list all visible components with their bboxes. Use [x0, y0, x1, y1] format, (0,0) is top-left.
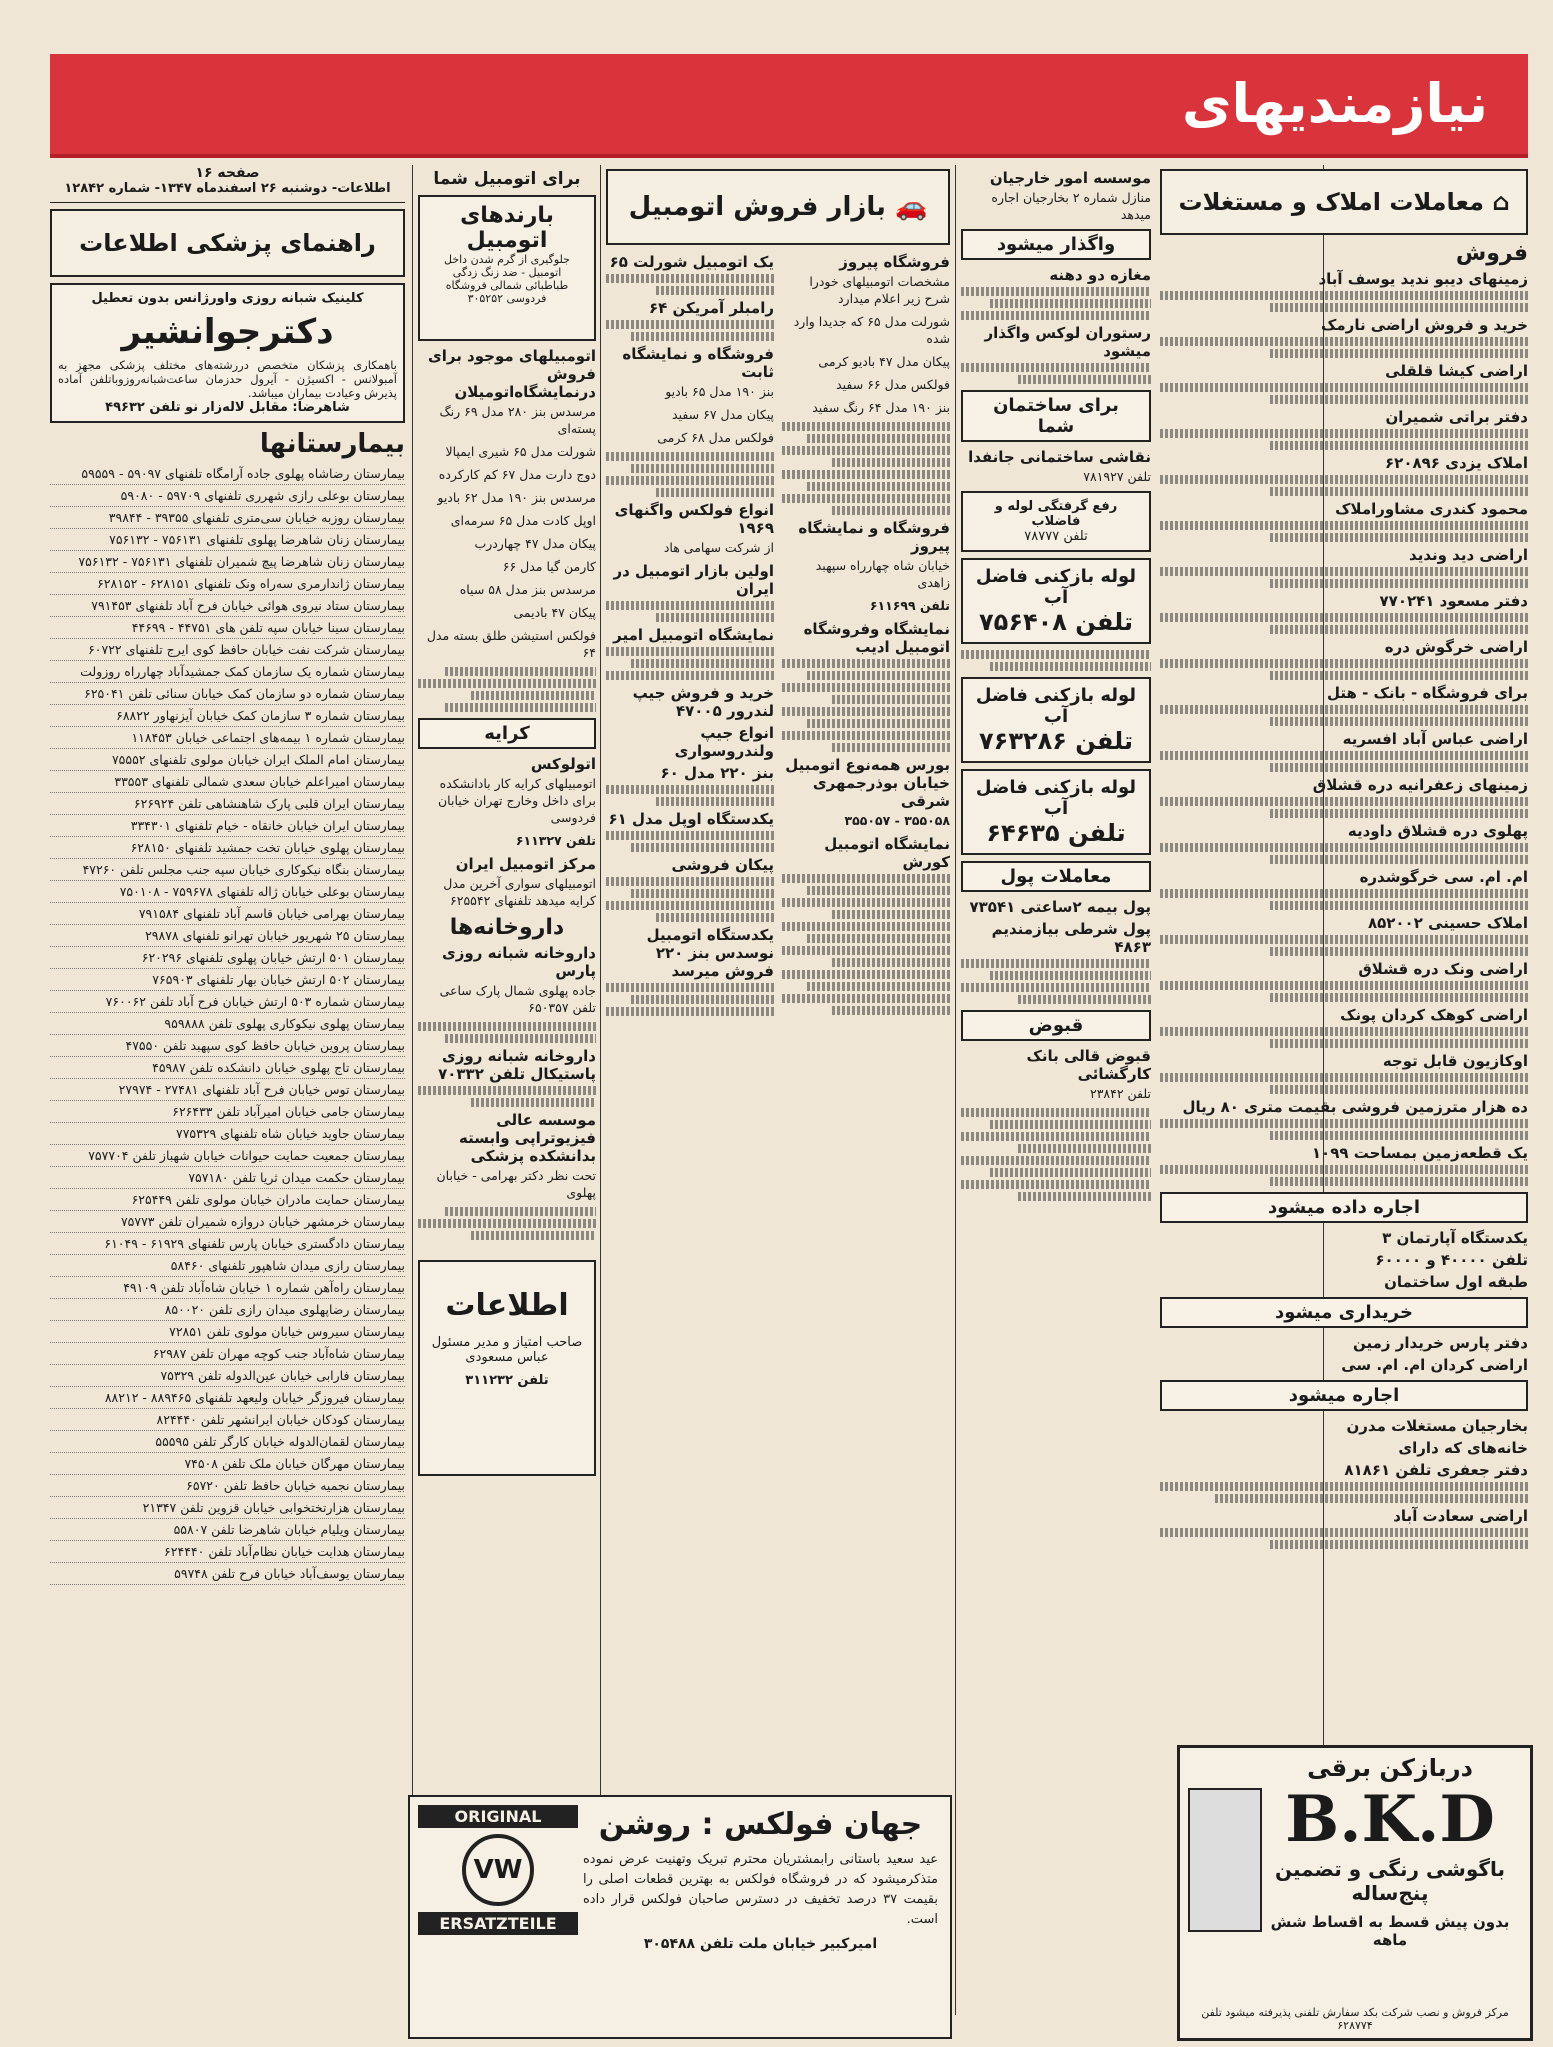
- realestate-item-title: اوکازیون قابل توجه: [1382, 1052, 1528, 1070]
- sabet-list: [606, 383, 774, 446]
- vw-ad: [408, 1795, 952, 2039]
- pirouz-list: [782, 313, 950, 416]
- physio-institute: موسسه عالی فیزیوتراپی وابسته بدانشکده پزشکی: [458, 1111, 596, 1165]
- car-shade-address: طباطبائی شمالی فروشگاه فردوسی ۳۰۵۲۵۲: [445, 279, 569, 305]
- masthead-banner: [50, 54, 1528, 158]
- bkd-ad: [1177, 1745, 1533, 2041]
- clinic-description: باهمکاری پزشکان متخصص دررشته‌های مختلف پزشکی مجهز به آمبولانس - اکسیژن - آیرول حدزمان ساعت‌شبانه‌روزوبا‌تلفن آماده پذیرش وعیادت بیماران میباشد.: [58, 358, 397, 400]
- iran-car-desc: اتومبیلهای سواری آخرین مدل کرایه میدهد تلفنهای ۶۲۵۵۴۲: [443, 876, 596, 908]
- fixer-ad: [961, 491, 1151, 552]
- realestate-item-title: اراضی کیشا قلقلی: [1385, 362, 1528, 380]
- car-item: فولکس مدل ۶۸ کرمی: [657, 430, 774, 445]
- carpet-phone: تلفن ۲۳۸۴۲: [1089, 1086, 1151, 1101]
- iran-car-center: مرکز اتومبیل ایران: [455, 855, 596, 873]
- hospital-item: بیمارستان بوعلی خیابان ژاله تلفنهای ۷۵۹۶۷۸ - ۷۵۰۱۰۸: [50, 881, 405, 903]
- realestate-item: [1160, 684, 1528, 726]
- health-column: [50, 165, 405, 1585]
- hospital-item: بیمارستان نجمیه خیابان حافظ تلفن ۶۵۷۲۰: [50, 1475, 405, 1497]
- car-item: بنز ۱۹۰ مدل ۶۵ بادیو: [665, 384, 774, 399]
- realestate-item-title: املاک حسینی ۸۵۲۰۰۲: [1367, 914, 1528, 932]
- car-item: پیکان مدل ۴۷ بادیو کرمی: [818, 354, 950, 369]
- jafari-office: دفتر جعفری تلفن ۸۱۸۶۱: [1344, 1461, 1528, 1479]
- boors-phone: ۳۵۵۰۵۸ - ۳۵۵۰۵۷: [844, 813, 950, 828]
- realestate-item: [1160, 730, 1528, 772]
- rent2-item: بخارجیان مستغلات مدرن: [1346, 1417, 1528, 1435]
- hospital-item: بیمارستان روزبه خیابان سی‌متری تلفنهای ۳۹۳۵۵ - ۳۹۸۴۴: [50, 507, 405, 529]
- hospital-item: بیمارستان پروین خیابان حافظ کوی سپهبد تلفن ۴۷۵۵۰: [50, 1035, 405, 1057]
- car-item: پیکان مدل ۶۷ سفید: [672, 407, 774, 422]
- hospital-item: بیمارستان شماره ۱ بیمه‌های اجتماعی خیابان ۱۱۸۴۵۳: [50, 727, 405, 749]
- realestate-item: [1160, 454, 1528, 496]
- buy-list: [1160, 1334, 1528, 1374]
- bkd-text-block: [1260, 1754, 1520, 1949]
- handed-tag: واگذار میشود: [961, 229, 1151, 260]
- pharmacy-2: داروخانه شبانه روزی پاستیکال تلفن ۷۰۳۳۲: [438, 1047, 596, 1083]
- car-item: شورلت مدل ۶۵ شیری ایمپالا: [445, 444, 596, 459]
- realestate-item-title: اراضی خرگوش دره: [1384, 638, 1528, 656]
- bkd-brand: B.K.D: [1285, 1782, 1495, 1857]
- realestate-item: [1160, 546, 1528, 588]
- hospital-item: بیمارستان شماره یک سازمان کمک جمشیدآباد چهارراه روزولت: [50, 661, 405, 683]
- car-item: مرسدس بنز ۱۹۰ مدل ۶۲ بادیو: [437, 490, 596, 505]
- rent-section-tag: کرایه: [418, 718, 596, 749]
- painting-phone: تلفن ۷۸۱۹۲۷: [1083, 469, 1151, 484]
- intercom-image: [1188, 1788, 1262, 1932]
- realestate-item: [1160, 592, 1528, 634]
- publisher-desc: صاحب امتیاز و مدیر مسئول عباس مسعودی: [431, 1335, 583, 1365]
- house-icon: ⌂: [1492, 188, 1510, 216]
- hospital-item: بیمارستان هدایت خیابان نظام‌آباد تلفن ۶۲۴۴۴۰: [50, 1541, 405, 1563]
- issue-line: اطلاعات- دوشنبه ۲۶ اسفندماه ۱۳۴۷- شماره ۱۲۸۴۲: [64, 181, 391, 196]
- hospital-item: بیمارستان کودکان خیابان ایرانشهر تلفن ۸۲۴۴۴۰: [50, 1409, 405, 1431]
- iran-market-ad: اولین بازار اتومبیل در ایران: [613, 562, 774, 598]
- hospital-item: بیمارستان ۵۰۱ ارتش خیابان پهلوی تلفنهای ۶۲۰۲۹۶: [50, 947, 405, 969]
- hospital-item: بیمارستان امام الملک ایران خیابان مولوی تلفنهای ۷۵۵۵۲: [50, 749, 405, 771]
- publisher-logo: اطلاعات: [445, 1288, 569, 1323]
- building-tag: برای ساختمان شما: [961, 390, 1151, 442]
- hospital-item: بیمارستان حکمت میدان ثریا تلفن ۷۵۷۱۸۰: [50, 1167, 405, 1189]
- pharmacy-1: داروخانه شبانه روزی پارس: [442, 944, 596, 980]
- realestate-item-title: محمود کندری مشاوراملاک: [1335, 500, 1528, 518]
- realestate-item: [1160, 776, 1528, 818]
- saadat-land: اراضی سعادت آباد: [1393, 1507, 1528, 1525]
- auto-market-col-a: [782, 249, 950, 1019]
- jeep-ad: خرید و فروش جیپ لندرور ۴۷۰۰۵: [632, 684, 774, 720]
- hospital-item: بیمارستان راه‌آهن شماره ۱ خیابان شاه‌آباد تلفن ۴۹۱۰۹: [50, 1277, 405, 1299]
- hospital-item: بیمارستان ۲۵ شهریور خیابان تهرانو تلفنهای ۲۹۸۷۸: [50, 925, 405, 947]
- pipe-ad-2-phone: تلفن ۷۶۳۲۸۶: [979, 727, 1133, 755]
- rent-company: اتولوکس: [530, 755, 596, 773]
- hospital-item: بیمارستان جامی خیابان امیرآباد تلفن ۶۲۶۴۳۳: [50, 1101, 405, 1123]
- hospital-item: بیمارستان رضاپهلوی میدان رازی تلفن ۸۵۰۰۲۰: [50, 1299, 405, 1321]
- column-rule: [412, 165, 413, 2015]
- hospital-item: بیمارستان رضاشاه پهلوی جاده آرامگاه تلفنهای ۵۹۰۹۷ - ۵۹۵۵۹: [50, 463, 405, 485]
- hospital-item: بیمارستان بهرامی خیابان قاسم آباد تلفنهای ۷۹۱۵۸۴: [50, 903, 405, 925]
- hospital-item: بیمارستان مهرگان خیابان ملک تلفن ۷۴۵۰۸: [50, 1453, 405, 1475]
- doctor-name: دکترجوانشیر: [121, 312, 334, 352]
- car-item: بنز ۱۹۰ مدل ۶۴ رنگ سفید: [812, 400, 950, 415]
- hospital-item: بیمارستان پهلوی نیکوکاری پهلوی تلفن ۹۵۹۸۸۸: [50, 1013, 405, 1035]
- rent-description: اتومبیلهای کرایه کار بادانشکده برای داخل وخارج تهران خیابان فردوسی: [437, 776, 596, 825]
- realestate-item: [1160, 316, 1528, 358]
- restaurant-ad: رستوران لوکس واگذار میشود: [984, 324, 1151, 360]
- rent2-item: خانه‌های که دارای: [1398, 1439, 1528, 1457]
- boors-shop: بورس همه‌نوع اتومبیل خیابان بوذرجمهری شرقی: [785, 756, 950, 810]
- foreign-desc: منازل شماره ۲ بخارجیان اجاره میدهد: [991, 190, 1151, 222]
- pipe-ad-3-title: لوله بازکنی فاضل آب: [975, 777, 1137, 819]
- hospital-item: بیمارستان شماره دو سازمان کمک خیابان سنائی تلفن ۶۲۵۰۴۱: [50, 683, 405, 705]
- buy-item: اراضی کردان ام. ام. سی: [1341, 1356, 1528, 1374]
- realestate-item-title: زمینهای زعفرانیه دره قشلاق: [1312, 776, 1528, 794]
- realestate-item-title: ام. ام. سی خرگوشدره: [1359, 868, 1528, 886]
- medical-guide-header: راهنمای پزشکی اطلاعات: [50, 209, 405, 277]
- pirouz-sub: مشخصات اتومبیلهای خودرا شرح زیر اعلام میدارد: [809, 274, 950, 306]
- rent-item: تلفن ۴۰۰۰۰ و ۶۰۰۰۰: [1375, 1251, 1528, 1269]
- shop-ad: مغازه دو دهنه: [1049, 266, 1151, 284]
- vw-address: امیرکبیر خیابان ملت تلفن ۳۰۵۴۸۸: [643, 1936, 878, 1952]
- pipe-ad-2-title: لوله بازکنی فاضل آب: [975, 685, 1137, 727]
- benz220-ad: یکدستگاه اتومبیل نوسدس بنز ۲۲۰ فروش میرسد: [646, 926, 774, 980]
- money-ad-2: پول شرطی بیازمندیم ۴۸۶۳: [991, 920, 1151, 956]
- rent2-tag: اجاره میشود: [1160, 1380, 1528, 1411]
- hospital-item: بیمارستان لقمان‌الدوله خیابان کارگر تلفن ۵۵۵۹۵: [50, 1431, 405, 1453]
- vw-logo-icon: VW: [462, 1834, 534, 1906]
- auto-market-column: [606, 165, 950, 1019]
- clinic-address: شاهرضا: مقابل لاله‌زار نو تلفن ۴۹۶۳۲: [105, 400, 350, 415]
- benz-ad: بنز ۲۲۰ مدل ۶۰: [660, 764, 774, 782]
- realestate-item-title: برای فروشگاه - بانک - هتل: [1326, 684, 1528, 702]
- peykan-ad: پیکان فروشی: [671, 856, 774, 874]
- pipe-ad-2: [961, 677, 1151, 763]
- car-item: مرسدس بنز مدل ۵۸ سیاه: [459, 582, 596, 597]
- realestate-item: [1160, 1052, 1528, 1094]
- hospital-item: بیمارستان شرکت نفت خیابان حافظ کوی ایرج تلفنهای ۶۰۷۲۲: [50, 639, 405, 661]
- pirouz2-address: خیابان شاه چهارراه سپهبد زاهدی: [815, 558, 950, 590]
- jeep2-ad: انواع جیپ ولندروسواری: [674, 724, 774, 760]
- hospital-item: بیمارستان جاوید خیابان شاه تلفنهای ۷۷۵۳۲۹: [50, 1123, 405, 1145]
- pirouz-shop: فروشگاه پیروز: [839, 253, 950, 271]
- available-cars-title: اتومبیلهای موجود برای فروش درنمایشگاه‌اتومیلان: [427, 347, 596, 401]
- realestate-item-title: دفتر براتی شمیران: [1385, 408, 1528, 426]
- opel-ad: یکدستگاه اوپل مدل ۶۱: [608, 810, 774, 828]
- car-item: فولکس مدل ۶۶ سفید: [836, 377, 950, 392]
- vw-logo-ersatzteile: ERSATZTEILE: [418, 1912, 578, 1935]
- realestate-item: [1160, 362, 1528, 404]
- realestate-item: [1160, 1144, 1528, 1186]
- vw-description: عید سعید باستانی رابمشتریان محترم تبریک وتهنیت عرض نموده متذکرمیشود که در فروشگاه فولکس به بهترین قطعات اصلی را بقیمت ۳۷ درصد تخفیف در دسترس صاحبان فولکس قرار داده است.: [583, 1852, 939, 1927]
- sell-heading: فروش: [1455, 241, 1528, 266]
- bkd-address: مرکز فروش و نصب شرکت بکد سفارش تلفنی پذیرفته میشود تلفن ۶۲۸۷۷۴: [1201, 2006, 1509, 2032]
- hospital-item: بیمارستان زنان شاهرضا پیچ شمیران تلفنهای ۷۵۶۱۳۱ - ۷۵۶۱۳۲: [50, 551, 405, 573]
- hospital-item: بیمارستان شماره ۳ سازمان کمک خیابان آیزنهاور ۶۸۸۲۲: [50, 705, 405, 727]
- realestate-item-title: اراضی کوهک کردان پونک: [1340, 1006, 1528, 1024]
- realestate-item: [1160, 1006, 1528, 1048]
- car-item: پیکان مدل ۴۷ چهاردرب: [474, 536, 596, 551]
- realestate-list: [1160, 270, 1528, 1186]
- realestate-column: [1160, 165, 1528, 1552]
- realestate-item-title: املاک یزدی ۶۲۰۸۹۶: [1385, 454, 1528, 472]
- car-icon: 🚗: [894, 192, 928, 222]
- hospital-item: بیمارستان بنگاه نیکوکاری خیابان سپه جنب مجلس تلفن ۴۷۲۶۰: [50, 859, 405, 881]
- car-item: دوج دارت مدل ۶۷ کم کارکرده: [438, 467, 596, 482]
- hospital-item: بیمارستان ستاد نیروی هوائی خیابان فرح آباد تلفنهای ۷۹۱۴۵۳: [50, 595, 405, 617]
- car-item: فولکس استیشن طلق بسته مدل ۶۴: [426, 628, 596, 660]
- vw-title: جهان فولکس : روشن: [598, 1807, 923, 1842]
- auto-market-title: بازار فروش اتومبیل: [628, 192, 886, 222]
- hospital-item: بیمارستان رازی میدان شاهپور تلفنهای ۵۸۴۶۰: [50, 1255, 405, 1277]
- publisher-phone: تلفن ۳۱۱۲۳۲: [465, 1373, 549, 1388]
- realestate-item: [1160, 914, 1528, 956]
- realestate-item: [1160, 868, 1528, 910]
- money-ad-1: پول بیمه ۲ساعتی ۷۳۵۴۱: [969, 898, 1151, 916]
- realestate-item: [1160, 500, 1528, 542]
- realestate-item-title: دفتر مسعود ۷۷۰۲۴۱: [1379, 592, 1528, 610]
- sabet-shop: فروشگاه و نمایشگاه ثابت: [622, 345, 774, 381]
- pipe-ad-1-phone: تلفن ۷۵۶۴۰۸: [979, 608, 1133, 636]
- kourosh-shop: نمایشگاه اتومبیل کورش: [824, 835, 950, 871]
- auto-market-header: [606, 169, 950, 245]
- hospital-item: بیمارستان ویلیام خیابان شاهرضا تلفن ۵۵۸۰۷: [50, 1519, 405, 1541]
- vw-text-block: [583, 1807, 938, 1952]
- hospitals-heading: بیمارستانها: [259, 429, 405, 459]
- misc-column: [961, 165, 1151, 1204]
- amir-shop: نمایشگاه اتومبیل امیر: [613, 626, 774, 644]
- car-item: مرسدس بنز ۲۸۰ مدل ۶۹ رنگ پسته‌ای: [439, 404, 596, 436]
- fixer-title: رفع گرفتگی لوله و فاضلاب: [994, 499, 1118, 529]
- hospital-item: بیمارستان خرمشهر خیابان دروازه شمیران تلفن ۷۵۷۷۳: [50, 1211, 405, 1233]
- adib-shop: نمایشگاه وفروشگاه اتومبیل ادیب: [803, 620, 950, 656]
- column-rule: [955, 165, 956, 2015]
- clinic-name: کلینیک شبانه روزی واورژانس بدون تعطیل: [91, 291, 364, 306]
- realestate-item: [1160, 960, 1528, 1002]
- realestate-item: [1160, 822, 1528, 864]
- rent-item: یکدستگاه آپارتمان ۳: [1382, 1229, 1528, 1247]
- hospital-item: بیمارستان ژاندارمری سه‌راه ونک تلفنهای ۶۲۸۱۵۱ - ۶۲۸۱۵۲: [50, 573, 405, 595]
- fixer-phone: تلفن ۷۸۷۷۷: [1024, 529, 1088, 544]
- vw1969-desc: از شرکت سهامی هاد: [663, 540, 774, 555]
- hospital-item: بیمارستان هزارتختخوابی خیابان قزوین تلفن ۲۱۳۴۷: [50, 1497, 405, 1519]
- realestate-item: [1160, 270, 1528, 312]
- physio-desc: تحت نظر دکتر بهرامی - خیابان پهلوی: [436, 1168, 596, 1200]
- rent-list: [1160, 1229, 1528, 1291]
- rent-phone: تلفن ۶۱۱۳۲۷: [515, 833, 596, 848]
- auto-market-col-b: [606, 249, 774, 1019]
- hospital-item: بیمارستان شماره ۵۰۳ ارتش خیابان فرح آباد تلفن ۷۶۰۰۶۲: [50, 991, 405, 1013]
- rent-item: طبقه اول ساختمان: [1384, 1273, 1528, 1291]
- car-item: اوپل کادت مدل ۶۵ سرمه‌ای: [450, 513, 596, 528]
- realestate-title: معاملات املاک و مستغلات: [1178, 188, 1484, 216]
- car-shade-ad: [418, 195, 596, 341]
- painting-ad: نقاشی ساختمانی جانفدا: [968, 448, 1151, 466]
- pipe-ad-3-phone: تلفن ۶۴۶۳۵: [986, 819, 1126, 847]
- pharmacy-1-desc: جاده پهلوی شمال پارک ساعی تلفن ۶۵۰۳۵۷: [439, 983, 596, 1015]
- hospital-item: بیمارستان شاه‌آباد جنب کوچه مهران تلفن ۶۲۹۸۷: [50, 1343, 405, 1365]
- pharmacies-heading: داروخانه‌ها: [449, 915, 565, 940]
- chevrolet-ad: یک اتومبیل شورلت ۶۵: [609, 253, 774, 271]
- divider: [50, 202, 405, 203]
- car-item: پیکان ۴۷ بادیمی: [513, 605, 596, 620]
- car-shade-title: بارندهای اتومبیل: [460, 203, 554, 253]
- buy-tag: خریداری میشود: [1160, 1297, 1528, 1328]
- car-item: کارمن گیا مدل ۶۶: [502, 559, 596, 574]
- pipe-ad-3: [961, 769, 1151, 855]
- carpet-ad: قبوض قالی بانک کارگشائی: [1026, 1047, 1151, 1083]
- vw-logo-original: ORIGINAL: [418, 1805, 578, 1828]
- realestate-item: [1160, 408, 1528, 450]
- realestate-item-title: ده هزار مترزمین فروشی بقیمت متری ۸۰ ریال: [1182, 1098, 1528, 1116]
- realestate-item-title: زمینهای دیبو ندید یوسف آباد: [1318, 270, 1528, 288]
- realestate-item-title: پهلوی دره قشلاق داودیه: [1347, 822, 1528, 840]
- hospital-item: بیمارستان ایران خیابان خانقاه - خیام تلفنهای ۳۳۴۳۰۱: [50, 815, 405, 837]
- hospital-item: بیمارستان ۵۰۲ ارتش خیابان بهار تلفنهای ۷۶۵۹۰۳: [50, 969, 405, 991]
- hospital-item: بیمارستان امیراعلم خیابان سعدی شمالی تلفنهای ۳۳۵۵۳: [50, 771, 405, 793]
- hospital-item: بیمارستان تاج پهلوی خیابان دانشکده تلفن ۴۵۹۸۷: [50, 1057, 405, 1079]
- bills-tag: قبوض: [961, 1010, 1151, 1041]
- realestate-header: [1160, 169, 1528, 235]
- hospital-item: بیمارستان یوسف‌آباد خیابان فرح تلفن ۵۹۷۴۸: [50, 1563, 405, 1585]
- page-number: صفحه ۱۶: [195, 165, 260, 181]
- realestate-item-title: یک قطعه‌زمین بمساحت ۱۰۹۹: [1311, 1144, 1528, 1162]
- foreign-affairs: موسسه امور خارجیان: [989, 169, 1151, 187]
- car-item: شورلت مدل ۶۵ که جدیدا وارد شده: [793, 314, 950, 346]
- pirouz2-shop: فروشگاه و نمایشگاه پیروز: [798, 519, 950, 555]
- hospital-item: بیمارستان بوعلی رازی شهرری تلفنهای ۵۹۷۰۹ - ۵۹۰۸۰: [50, 485, 405, 507]
- hospital-item: بیمارستان حمایت مادران خیابان مولوی تلفن ۶۲۵۴۴۹: [50, 1189, 405, 1211]
- vw-logo-block: [418, 1805, 578, 1935]
- bkd-desc: باگوشی رنگی و تضمین پنج‌ساله: [1274, 1857, 1506, 1905]
- hospital-item: بیمارستان سینا خیابان سپه تلفن های ۴۴۷۵۱ - ۴۴۶۹۹: [50, 617, 405, 639]
- hospital-item: بیمارستان فارابی خیابان عین‌الدوله تلفن ۷۵۳۲۹: [50, 1365, 405, 1387]
- rambler-ad: رامبلر آمریکن ۶۴: [648, 299, 774, 317]
- available-cars-list: [418, 403, 596, 661]
- realestate-item-title: اراضی ونک دره قشلاق: [1358, 960, 1528, 978]
- pipe-ad-1: [961, 558, 1151, 644]
- vw1969-ad: انواع فولکس واگنهای ۱۹۶۹: [614, 501, 774, 537]
- money-tag: معاملات پول: [961, 861, 1151, 892]
- hospital-item: بیمارستان جمعیت حمایت حیوانات خیابان شهباز تلفن ۷۵۷۷۰۴: [50, 1145, 405, 1167]
- rent2-list: [1160, 1417, 1528, 1457]
- realestate-item-title: خرید و فروش اراضی نارمک: [1321, 316, 1528, 334]
- car-shade-desc: جلوگیری از گرم شدن داخل اتومبیل - ضد زنگ زدگی: [444, 253, 570, 279]
- realestate-item-title: اراضی دید وندید: [1409, 546, 1528, 564]
- hospital-item: بیمارستان توس خیابان فرح آباد تلفنهای ۲۷۴۸۱ - ۲۷۹۷۴: [50, 1079, 405, 1101]
- hospital-item: بیمارستان فیروزگر خیابان ولیعهد تلفنهای ۸۸۹۴۶۵ - ۸۸۲۱۲: [50, 1387, 405, 1409]
- column-rule: [600, 165, 601, 2015]
- hospital-item: بیمارستان پهلوی خیابان تخت جمشید تلفنهای ۶۲۸۱۵۰: [50, 837, 405, 859]
- clinic-ad: [50, 283, 405, 423]
- bkd-title: دربازکن برقی: [1307, 1754, 1473, 1782]
- hospital-item: بیمارستان دادگستری خیابان پارس تلفنهای ۶۱۹۲۹ - ۶۱۰۴۹: [50, 1233, 405, 1255]
- realestate-item: [1160, 638, 1528, 680]
- bkd-terms: بدون پیش قسط به اقساط شش ماهه: [1270, 1913, 1510, 1949]
- publisher-box: [418, 1260, 596, 1476]
- masthead-title: نیازمندیهای: [1181, 72, 1488, 135]
- pipe-ad-1-title: لوله بازکنی فاضل آب: [975, 566, 1137, 608]
- auto-services-column: [418, 165, 596, 1482]
- rent-tag: اجاره داده میشود: [1160, 1192, 1528, 1223]
- hospital-item: بیمارستان ایران قلبی پارک شاهنشاهی تلفن ۶۲۶۹۲۴: [50, 793, 405, 815]
- buy-item: دفتر پارس خریدار زمین: [1353, 1334, 1528, 1352]
- for-your-car-heading: برای اتومبیل شما: [433, 169, 581, 189]
- hospital-item: بیمارستان سیروس خیابان مولوی تلفن ۷۲۸۵۱: [50, 1321, 405, 1343]
- hospital-list: [50, 463, 405, 1585]
- hospital-item: بیمارستان زنان شاهرضا پهلوی تلفنهای ۷۵۶۱۳۱ - ۷۵۶۱۳۲: [50, 529, 405, 551]
- realestate-item-title: اراضی عباس آباد افسریه: [1342, 730, 1528, 748]
- pirouz2-phone: تلفن ۶۱۱۶۹۹: [869, 598, 950, 613]
- realestate-item: [1160, 1098, 1528, 1140]
